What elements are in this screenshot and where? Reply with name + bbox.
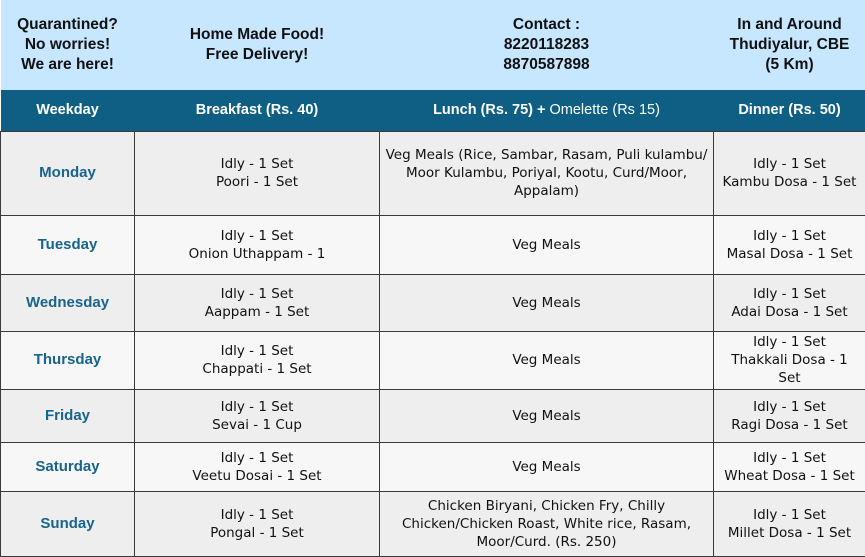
menu-item-line: Appalam) — [513, 183, 580, 199]
menu-item-line: Veg Meals — [512, 407, 581, 424]
breakfast-cell — [135, 389, 380, 442]
menu-item-line: Idly - 1 Set — [220, 449, 294, 466]
menu-item-line: Moor/Curd. (Rs. 250) — [476, 533, 617, 550]
lunch-cell — [380, 389, 714, 442]
menu-item-line: Pongal - 1 Set — [210, 524, 304, 541]
menu-item-line: Idly - 1 Set — [753, 156, 826, 172]
menu-item-line: Idly - 1 Set — [220, 227, 294, 244]
menu-row — [1, 491, 865, 556]
menu-item-line: Set — [778, 370, 801, 386]
service-note: Home Made Food! Free Delivery! — [135, 0, 380, 90]
lunch-cell — [380, 491, 714, 556]
menu-row — [1, 442, 865, 491]
tagline: Quarantined? No worries! We are here! — [1, 0, 135, 90]
weekday-cell: Wednesday — [1, 274, 135, 331]
dinner-cell — [714, 442, 865, 491]
breakfast-cell — [135, 442, 380, 491]
menu-item-line: Adai Dosa - 1 Set — [731, 303, 848, 320]
menu-item-line: Chappati - 1 Set — [202, 361, 312, 377]
column-header-row — [1, 90, 865, 131]
dinner-cell — [714, 389, 865, 442]
menu-item-line: Masal Dosa - 1 Set — [726, 245, 853, 262]
breakfast-cell — [135, 215, 380, 274]
header-breakfast: Breakfast (Rs. 40) — [135, 90, 380, 131]
weekday-cell: Saturday — [1, 442, 135, 491]
weekday-cell: Tuesday — [1, 215, 135, 274]
weekday-cell: Thursday — [1, 331, 135, 389]
breakfast-cell — [135, 274, 380, 331]
menu-row — [1, 331, 865, 389]
menu-row — [1, 215, 865, 274]
lunch-cell — [380, 442, 714, 491]
menu-item-line: Veg Meals — [512, 294, 581, 311]
dinner-cell — [714, 331, 865, 389]
lunch-cell — [380, 131, 714, 215]
breakfast-cell — [135, 331, 380, 389]
lunch-cell — [380, 274, 714, 331]
menu-item-line: Ragi Dosa - 1 Set — [731, 416, 848, 433]
menu-item-line: Poori - 1 Set — [216, 174, 298, 190]
header-lunch: Lunch (Rs. 75) + Omelette (Rs 15) — [380, 90, 714, 131]
menu-item-line: Idly - 1 Set — [753, 398, 826, 415]
menu-row — [1, 131, 865, 215]
menu-item-line: Wheat Dosa - 1 Set — [724, 467, 855, 484]
phone-number-1: 8220118283 — [503, 36, 590, 53]
menu-item-line: Sevai - 1 Cup — [212, 416, 302, 433]
dinner-cell — [714, 131, 865, 215]
menu-item-line: Veg Meals (Rice, Sambar, Rasam, Puli kulambu/ — [385, 147, 708, 163]
menu-item-line: Thakkali Dosa - 1 — [731, 352, 848, 368]
menu-row — [1, 389, 865, 442]
lunch-cell — [380, 215, 714, 274]
menu-row — [1, 274, 865, 331]
menu-item-line: Idly - 1 Set — [220, 156, 294, 172]
menu-item-line: Aappam - 1 Set — [204, 303, 310, 320]
menu-item-line: Idly - 1 Set — [753, 449, 826, 466]
breakfast-cell — [135, 131, 380, 215]
dinner-cell — [714, 215, 865, 274]
lunch-cell — [380, 331, 714, 389]
menu-item-line: Idly - 1 Set — [220, 506, 294, 523]
menu-item-line: Chicken/Chicken Roast, White rice, Rasam, — [401, 515, 692, 532]
header-weekday: Weekday — [1, 90, 135, 131]
menu-item-line: Idly - 1 Set — [753, 506, 826, 523]
menu-item-line: Idly - 1 Set — [753, 227, 826, 244]
weekday-cell: Sunday — [1, 491, 135, 556]
menu-item-line: Kambu Dosa - 1 Set — [722, 174, 857, 190]
phone-number-2: 8870587898 — [503, 56, 590, 73]
info-banner — [1, 0, 865, 90]
menu-item-line: Idly - 1 Set — [753, 334, 826, 350]
menu-item-line: Moor Kulambu, Poriyal, Kootu, Curd/Moor, — [406, 165, 687, 181]
menu-item-line: Veg Meals — [512, 352, 581, 368]
menu-body — [1, 131, 865, 556]
service-area: In and Around Thudiyalur, CBE (5 Km) — [714, 0, 865, 90]
menu-item-line: Veg Meals — [512, 236, 581, 253]
menu-item-line: Chicken Biryani, Chicken Fry, Chilly — [427, 497, 666, 514]
header-omelette: Omelette (Rs 15) — [549, 102, 660, 119]
menu-item-line: Idly - 1 Set — [220, 285, 294, 302]
menu-item-line: Idly - 1 Set — [753, 285, 826, 302]
dinner-cell — [714, 274, 865, 331]
weekday-cell: Monday — [1, 131, 135, 215]
menu-item-line: Idly - 1 Set — [220, 398, 294, 415]
menu-item-line: Veetu Dosai - 1 Set — [192, 467, 322, 484]
menu-item-line: Onion Uthappam - 1 — [188, 245, 326, 262]
menu-item-line: Veg Meals — [512, 458, 581, 475]
header-dinner: Dinner (Rs. 50) — [714, 90, 865, 131]
dinner-cell — [714, 491, 865, 556]
menu-item-line: Idly - 1 Set — [220, 343, 294, 359]
menu-item-line: Millet Dosa - 1 Set — [727, 524, 852, 541]
breakfast-cell — [135, 491, 380, 556]
contact-info: Contact : 8220118283 8870587898 — [380, 0, 714, 90]
weekday-cell: Friday — [1, 389, 135, 442]
